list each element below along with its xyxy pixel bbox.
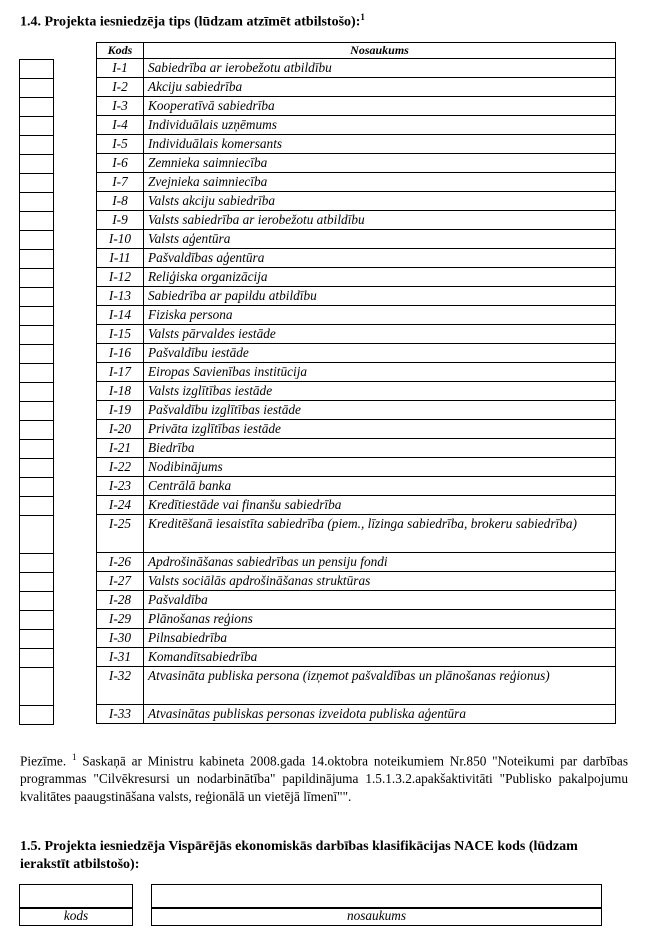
row-name: Pašvaldība [144, 591, 616, 610]
table-row [97, 629, 616, 648]
row-name: Valsts sabiedrība ar ierobežotu atbildību [144, 211, 616, 230]
row-code: I-31 [97, 648, 144, 667]
nace-code-label: kods [63, 908, 89, 923]
row-code: I-20 [97, 420, 144, 439]
table-row [97, 154, 616, 173]
row-name: Pašvaldību iestāde [144, 344, 616, 363]
table-row [97, 458, 616, 477]
row-checkbox[interactable] [20, 383, 53, 402]
row-code: I-23 [97, 477, 144, 496]
row-checkbox[interactable] [20, 459, 53, 478]
table-row [97, 306, 616, 325]
table-row [97, 648, 616, 667]
row-checkbox[interactable] [20, 554, 53, 573]
row-code: I-16 [97, 344, 144, 363]
row-name: Individuālais komersants [144, 135, 616, 154]
row-checkbox[interactable] [20, 497, 53, 516]
table-row [97, 249, 616, 268]
row-name: Valsts aģentūra [144, 230, 616, 249]
row-name: Valsts sociālās apdrošināšanas struktūras [144, 572, 616, 591]
section-1-4-title [20, 8, 365, 32]
row-name: Zemnieka saimniecība [144, 154, 616, 173]
row-code: I-26 [97, 553, 144, 572]
table-row [97, 515, 616, 553]
row-code: I-24 [97, 496, 144, 515]
table-row [97, 382, 616, 401]
row-code: I-7 [97, 173, 144, 192]
row-code: I-6 [97, 154, 144, 173]
row-checkbox[interactable] [20, 573, 53, 592]
table-row [97, 135, 616, 154]
note-mark: 1 [71, 752, 77, 762]
nace-name-input[interactable] [151, 884, 602, 908]
row-code: I-3 [97, 97, 144, 116]
row-checkbox[interactable] [20, 326, 53, 345]
row-name: Valsts izglītības iestāde [144, 382, 616, 401]
note-text: Saskaņā ar Ministru kabineta 2008.gada 14.oktobra noteikumiem Nr.850 "Noteikumi par darbības programmas "Cilvēkresursi un nodarbinātība" papildinājuma 1.5.1.3.2.apakšaktivitāti "Publisko pakalpojumu kvalitātes paaugstināšana valsts, reģionālā un vietējā līmenī"". [20, 753, 629, 805]
row-name: Komandītsabiedrība [144, 648, 616, 667]
row-code: I-4 [97, 116, 144, 135]
row-name: Fiziska persona [144, 306, 616, 325]
row-checkbox[interactable] [20, 364, 53, 383]
row-name: Centrālā banka [144, 477, 616, 496]
table-row [97, 97, 616, 116]
row-code: I-30 [97, 629, 144, 648]
header-code: Kods [97, 43, 144, 59]
row-code: I-11 [97, 249, 144, 268]
row-code: I-28 [97, 591, 144, 610]
row-name: Eiropas Savienības institūcija [144, 363, 616, 382]
table-row [97, 553, 616, 572]
row-code: I-1 [97, 59, 144, 78]
header-name: Nosaukums [144, 43, 616, 59]
table-header-row [97, 43, 616, 59]
row-checkbox[interactable] [20, 649, 53, 668]
row-checkbox[interactable] [20, 212, 53, 231]
table-row [97, 705, 616, 724]
table-row [97, 59, 616, 78]
row-checkbox[interactable] [20, 402, 53, 421]
row-checkbox[interactable] [20, 478, 53, 497]
row-checkbox[interactable] [20, 421, 53, 440]
section-1-5-title [20, 838, 620, 874]
row-checkbox[interactable] [20, 136, 53, 155]
row-code: I-14 [97, 306, 144, 325]
footnote-mark: 1 [360, 12, 365, 22]
table-row [97, 230, 616, 249]
table-row [97, 591, 616, 610]
row-name: Kreditēšanā iesaistīta sabiedrība (piem., līzinga sabiedrība, brokeru sabiedrība) [144, 515, 616, 553]
table-row [97, 173, 616, 192]
row-name: Zvejnieka saimniecība [144, 173, 616, 192]
row-code: I-13 [97, 287, 144, 306]
table-row [97, 268, 616, 287]
row-code: I-22 [97, 458, 144, 477]
row-code: I-8 [97, 192, 144, 211]
row-name: Sabiedrība ar ierobežotu atbildību [144, 59, 616, 78]
row-checkbox[interactable] [20, 117, 53, 136]
row-checkbox[interactable] [20, 231, 53, 250]
row-name: Privāta izglītības iestāde [144, 420, 616, 439]
row-code: I-2 [97, 78, 144, 97]
row-code: I-29 [97, 610, 144, 629]
row-name: Pilnsabiedrība [144, 629, 616, 648]
note-label: Piezīme. [20, 753, 67, 769]
row-checkbox[interactable] [20, 288, 53, 307]
row-name: Biedrība [144, 439, 616, 458]
row-name: Plānošanas reģions [144, 610, 616, 629]
table-row [97, 401, 616, 420]
row-checkbox[interactable] [20, 345, 53, 364]
row-name: Kredītiestāde vai finanšu sabiedrība [144, 496, 616, 515]
applicant-type-table [96, 42, 616, 724]
row-name: Atvasināta publiska persona (izņemot pašvaldības un plānošanas reģionus) [144, 667, 616, 705]
row-name: Kooperatīvā sabiedrība [144, 97, 616, 116]
table-row [97, 439, 616, 458]
row-name: Individuālais uzņēmums [144, 116, 616, 135]
table-row [97, 287, 616, 306]
row-code: I-21 [97, 439, 144, 458]
row-name: Akciju sabiedrība [144, 78, 616, 97]
row-code: I-25 [97, 515, 144, 553]
row-code: I-5 [97, 135, 144, 154]
footnote-note [20, 748, 628, 806]
row-name: Pašvaldību izglītības iestāde [144, 401, 616, 420]
table-row [97, 116, 616, 135]
nace-code-input[interactable] [19, 884, 133, 908]
table-row [97, 667, 616, 705]
table-row [97, 477, 616, 496]
row-checkbox[interactable] [20, 516, 53, 554]
table-row [97, 420, 616, 439]
row-name: Reliģiska organizācija [144, 268, 616, 287]
row-code: I-19 [97, 401, 144, 420]
row-name: Pašvaldības aģentūra [144, 249, 616, 268]
row-checkbox[interactable] [20, 193, 53, 212]
nace-name-label: nosaukums [346, 908, 407, 923]
row-checkbox[interactable] [20, 60, 53, 79]
table-row [97, 610, 616, 629]
row-checkbox[interactable] [20, 307, 53, 326]
row-checkbox[interactable] [20, 250, 53, 269]
row-code: I-10 [97, 230, 144, 249]
row-code: I-18 [97, 382, 144, 401]
row-name: Atvasinātas publiskas personas izveidota publiska aģentūra [144, 705, 616, 724]
row-name: Apdrošināšanas sabiedrības un pensiju fondi [144, 553, 616, 572]
row-code: I-27 [97, 572, 144, 591]
checkbox-column [19, 59, 54, 725]
table-row [97, 344, 616, 363]
row-code: I-17 [97, 363, 144, 382]
table-row [97, 325, 616, 344]
row-checkbox[interactable] [20, 79, 53, 98]
table-row [97, 496, 616, 515]
row-checkbox[interactable] [20, 98, 53, 117]
table-row [97, 363, 616, 382]
row-checkbox[interactable] [20, 668, 53, 706]
row-checkbox[interactable] [20, 155, 53, 174]
table-row [97, 192, 616, 211]
row-name: Nodibinājums [144, 458, 616, 477]
section-1-4-title-text: 1.4. Projekta iesniedzēja tips (lūdzam atzīmēt atbilstošo): [20, 14, 361, 30]
table-row [97, 211, 616, 230]
row-checkbox[interactable] [20, 440, 53, 459]
row-code: I-9 [97, 211, 144, 230]
row-name: Valsts pārvaldes iestāde [144, 325, 616, 344]
row-checkbox[interactable] [20, 611, 53, 630]
row-name: Sabiedrība ar papildu atbildību [144, 287, 616, 306]
row-code: I-33 [97, 705, 144, 724]
section-1-5-title-text: 1.5. Projekta iesniedzēja Vispārējās ekonomiskās darbības klasifikācijas NACE kods (lūdzam ierakstīt atbilstošo): [20, 839, 578, 872]
row-checkbox[interactable] [20, 174, 53, 193]
row-checkbox[interactable] [20, 706, 53, 725]
row-checkbox[interactable] [20, 592, 53, 611]
table-row [97, 572, 616, 591]
row-checkbox[interactable] [20, 269, 53, 288]
row-name: Valsts akciju sabiedrība [144, 192, 616, 211]
row-checkbox[interactable] [20, 630, 53, 649]
table-row [97, 78, 616, 97]
row-code: I-15 [97, 325, 144, 344]
row-code: I-12 [97, 268, 144, 287]
row-code: I-32 [97, 667, 144, 705]
